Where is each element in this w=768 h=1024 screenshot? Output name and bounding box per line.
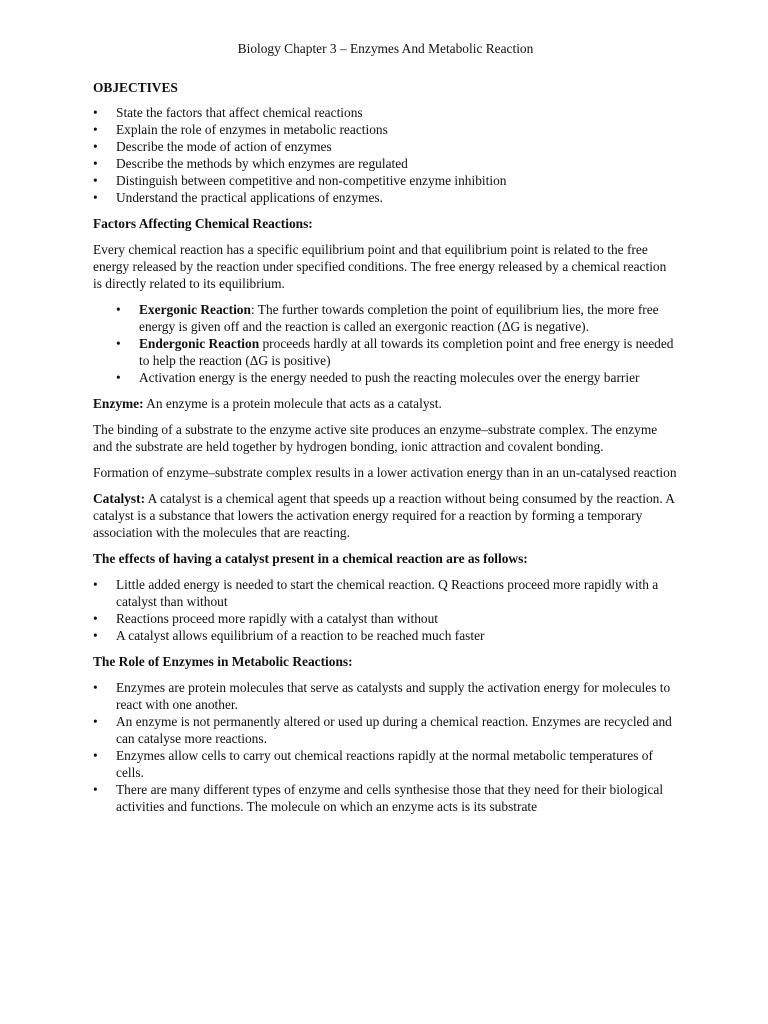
term-exergonic-text: : The further towards completion the point of equilibrium lies, the more free energy is given off and the reaction is called an exergonic reaction (ΔG is negative). [139, 302, 659, 334]
list-item: • Distinguish between competitive and non-competitive enzyme inhibition [93, 172, 678, 189]
catalyst-term: Catalyst: [93, 491, 146, 506]
term-endergonic-text: proceeds hardly at all towards its completion point and free energy is needed to help the reaction (ΔG is positive) [139, 336, 674, 368]
list-item: • State the factors that affect chemical reactions [93, 104, 678, 121]
objectives-list [93, 104, 678, 206]
list-item [93, 335, 678, 369]
factors-heading: Factors Affecting Chemical Reactions: [93, 216, 313, 231]
activation-energy-text: Activation energy is the energy needed to push the reacting molecules over the energy barrier [139, 370, 640, 385]
catalyst-definition [93, 490, 678, 541]
list-item: • Little added energy is needed to start the chemical reaction. Q Reactions proceed more rapidly with a catalyst than without [93, 576, 678, 610]
enzyme-definition-text: An enzyme is a protein molecule that acts as a catalyst. [143, 396, 442, 411]
factors-list [93, 301, 678, 386]
list-item: • Reactions proceed more rapidly with a catalyst than without [93, 610, 678, 627]
effects-list [93, 576, 678, 644]
factors-paragraph: Every chemical reaction has a specific equilibrium point and that equilibrium point is related to the free energy released by the reaction under specified conditions. The free energy released by a chemical reaction is directly related to its equilibrium. [93, 242, 667, 291]
role-heading: The Role of Enzymes in Metabolic Reactions: [93, 654, 353, 669]
catalyst-definition-text: A catalyst is a chemical agent that speeds up a reaction without being consumed by the reaction. A catalyst is a substance that lowers the activation energy required for a reaction by forming a temporary association with the molecules that are reacting. [93, 491, 675, 540]
enzyme-paragraph-1: The binding of a substrate to the enzyme active site produces an enzyme–substrate complex. The enzyme and the substrate are held together by hydrogen bonding, ionic attraction and covalent bonding. [93, 422, 658, 454]
effects-heading: The effects of having a catalyst present in a chemical reaction are as follows: [93, 551, 528, 566]
list-item [93, 369, 678, 386]
enzyme-term: Enzyme: [93, 396, 144, 411]
list-item: • Enzymes allow cells to carry out chemical reactions rapidly at the normal metabolic temperatures of cells. [93, 747, 678, 781]
term-exergonic: Exergonic Reaction [139, 302, 251, 317]
enzyme-paragraph-2: Formation of enzyme–substrate complex results in a lower activation energy than in an un-catalysed reaction [93, 465, 677, 480]
list-item: • An enzyme is not permanently altered or used up during a chemical reaction. Enzymes are recycled and can catalyse more reactions. [93, 713, 678, 747]
objectives-heading: OBJECTIVES [93, 80, 178, 95]
list-item: • Explain the role of enzymes in metabolic reactions [93, 121, 678, 138]
role-list [93, 679, 678, 815]
list-item [93, 301, 678, 335]
list-item: • Understand the practical applications of enzymes. [93, 189, 678, 206]
document-page [93, 40, 678, 824]
list-item: • Describe the methods by which enzymes are regulated [93, 155, 678, 172]
list-item: • A catalyst allows equilibrium of a reaction to be reached much faster [93, 627, 678, 644]
list-item: • There are many different types of enzyme and cells synthesise those that they need for their biological activities and functions. The molecule on which an enzyme acts is its substrate [93, 781, 678, 815]
enzyme-definition [93, 395, 678, 412]
term-endergonic: Endergonic Reaction [139, 336, 260, 351]
page-title: Biology Chapter 3 – Enzymes And Metabolic Reaction [237, 41, 534, 56]
list-item: • Enzymes are protein molecules that serve as catalysts and supply the activation energy for molecules to react with one another. [93, 679, 678, 713]
list-item: • Describe the mode of action of enzymes [93, 138, 678, 155]
